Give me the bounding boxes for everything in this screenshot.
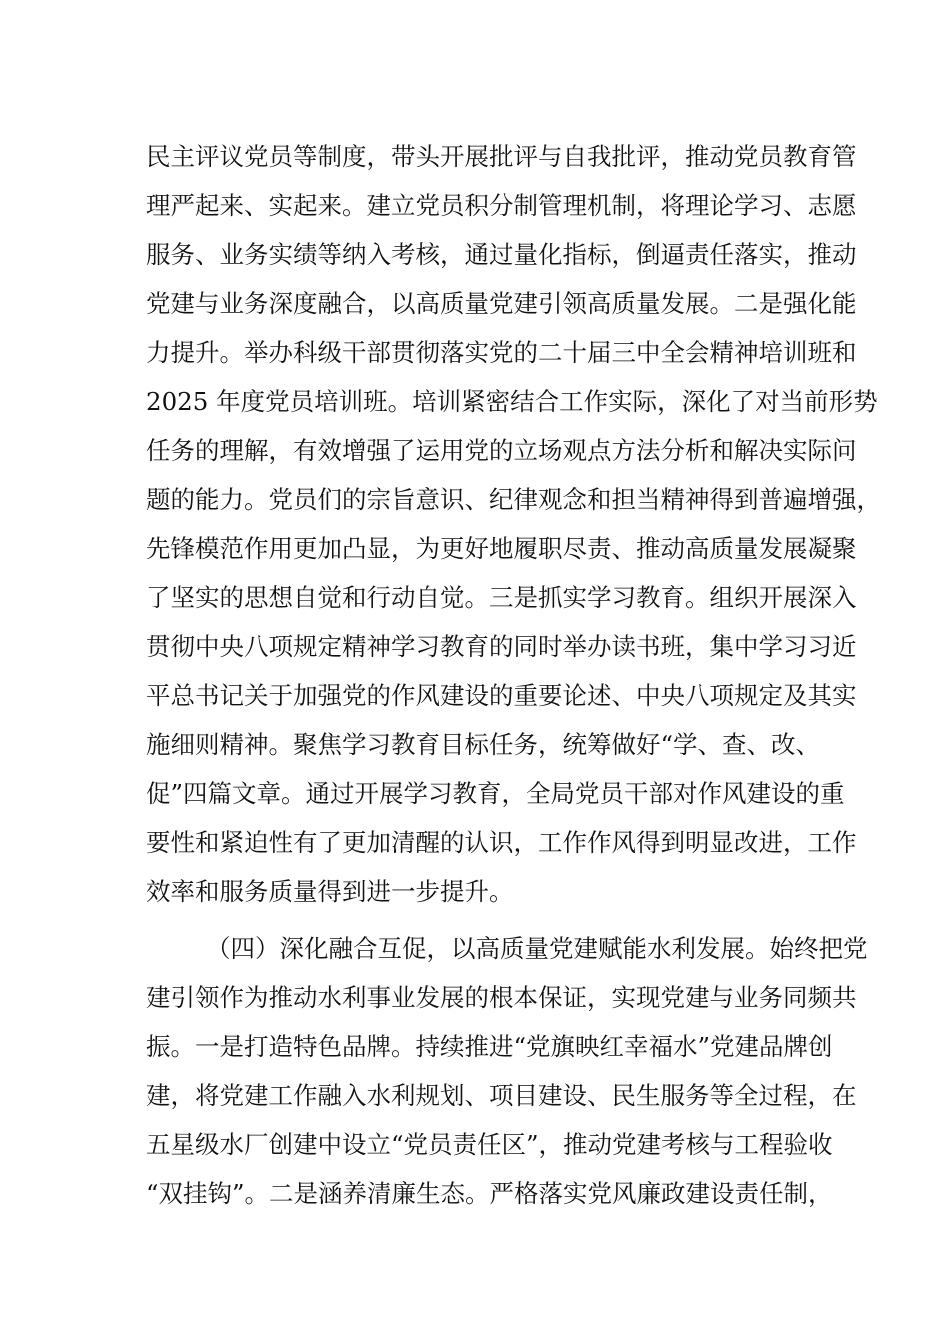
paragraph-2-line: “双挂钩”。二是涵养清廉生态。严格落实党风廉政建设责任制，: [146, 1179, 833, 1208]
paragraph-1-line: 贯彻中央八项规定精神学习教育的同时举办读书班，集中学习习近: [146, 632, 857, 661]
paragraph-1-line: 施细则精神。聚焦学习教育目标任务，统筹做好“学、查、改、: [146, 730, 821, 759]
paragraph-1-line: 促”四篇文章。通过开展学习教育，全局党员干部对作风建设的重: [146, 779, 845, 808]
paragraph-1-line: 理严起来、实起来。建立党员积分制管理机制，将理论学习、志愿: [146, 191, 857, 220]
paragraph-1-line: 力提升。举办科级干部贯彻落实党的二十届三中全会精神培训班和: [146, 338, 857, 367]
paragraph-2-line: 建引领作为推动水利事业发展的根本保证，实现党建与业务同频共: [146, 983, 857, 1012]
paragraph-1-line: 题的能力。党员们的宗旨意识、纪律观念和担当精神得到普遍增强，: [146, 485, 881, 514]
paragraph-1-line: 2025 年度党员培训班。培训紧密结合工作实际，深化了对当前形势: [146, 387, 878, 416]
paragraph-1-line: 先锋模范作用更加凸显，为更好地履职尽责、推动高质量发展凝聚: [146, 534, 857, 563]
paragraph-1-line: 党建与业务深度融合，以高质量党建引领高质量发展。二是强化能: [146, 289, 857, 318]
paragraph-1-line: 了坚实的思想自觉和行动自觉。三是抓实学习教育。组织开展深入: [146, 583, 857, 612]
paragraph-1-line: 效率和服务质量得到进一步提升。: [146, 877, 514, 906]
paragraph-1-line: 要性和紧迫性有了更加清醒的认识，工作作风得到明显改进，工作: [146, 828, 857, 857]
paragraph-2-line: 建，将党建工作融入水利规划、项目建设、民生服务等全过程，在: [146, 1081, 857, 1110]
paragraph-1-line: 民主评议党员等制度，带头开展批评与自我批评，推动党员教育管: [146, 142, 857, 171]
paragraph-2-line: 五星级水厂创建中设立“党员责任区”，推动党建考核与工程验收: [146, 1130, 833, 1159]
paragraph-1-line: 任务的理解，有效增强了运用党的立场观点方法分析和解决实际问: [146, 436, 857, 465]
paragraph-1-line: 平总书记关于加强党的作风建设的重要论述、中央八项规定及其实: [146, 681, 857, 710]
paragraph-2-line: （四）深化融合互促，以高质量党建赋能水利发展。始终把党: [206, 934, 868, 963]
paragraph-1-line: 服务、业务实绩等纳入考核，通过量化指标，倒逼责任落实，推动: [146, 240, 857, 269]
paragraph-2-line: 振。一是打造特色品牌。持续推进“党旗映红幸福水”党建品牌创: [146, 1032, 833, 1061]
